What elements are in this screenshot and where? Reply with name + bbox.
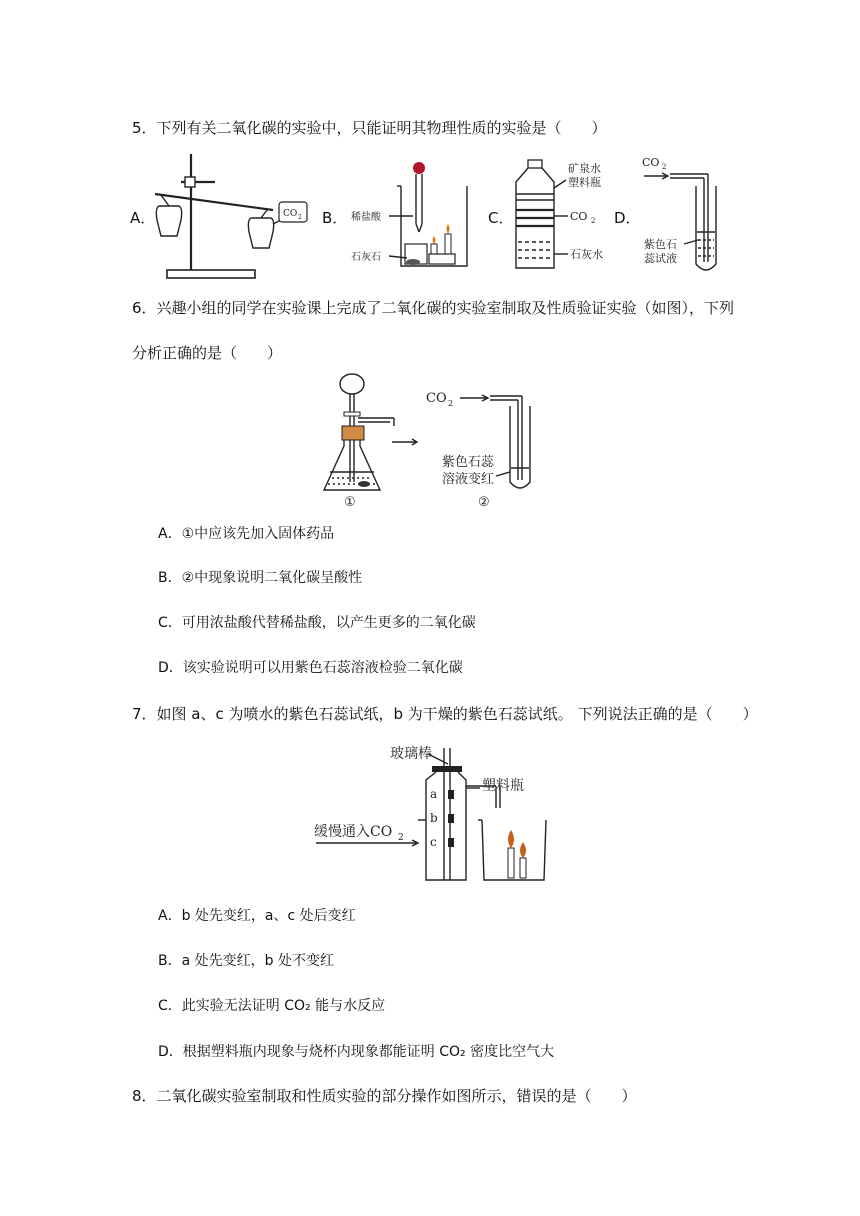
svg-text:2: 2 xyxy=(398,833,404,843)
paper-a-label: a xyxy=(430,787,438,801)
option-c-label: C． xyxy=(488,209,514,227)
question-8-stem: 8．二氧化碳实验室制取和性质实验的部分操作如图所示，错误的是（ ） xyxy=(132,1087,637,1105)
q7-option-b[interactable]: B．a 处先变红，b 处不变红 xyxy=(158,953,334,969)
paper-b-label: b xyxy=(430,811,438,825)
q7-option-d[interactable]: D．根据塑料瓶内现象与烧杯内现象都能证明 CO₂ 密度比空气大 xyxy=(158,1044,555,1060)
q7-option-a[interactable]: A．b 处先变红，a、c 处后变红 xyxy=(158,908,356,924)
co2-label: CO xyxy=(570,210,588,223)
co2-label: CO xyxy=(642,156,660,169)
plastic-bottle-label: 塑料瓶 xyxy=(568,176,601,189)
figure-6-apparatus xyxy=(320,372,540,510)
label-circle-2: ② xyxy=(478,495,490,510)
glass-rod-label: 玻璃棒 xyxy=(390,746,432,762)
q6-option-b[interactable]: B．②中现象说明二氧化碳呈酸性 xyxy=(158,570,363,586)
litmus-label-2: 溶液变红 xyxy=(442,472,495,487)
svg-text:2: 2 xyxy=(448,399,454,408)
q7-option-c[interactable]: C．此实验无法证明 CO₂ 能与水反应 xyxy=(158,998,386,1014)
litmus-label-1: 紫色石 xyxy=(644,238,677,251)
figure-5c-bottle xyxy=(510,158,620,273)
svg-text:2: 2 xyxy=(298,214,302,221)
paper-c-label: c xyxy=(430,835,437,849)
label-circle-1: ① xyxy=(344,495,356,510)
limestone-label: 石灰石 xyxy=(351,252,381,263)
co2-label: CO xyxy=(426,391,447,406)
option-b-label: B． xyxy=(322,209,348,227)
question-6-stem-line1: 6．兴趣小组的同学在实验课上完成了二氧化碳的实验室制取及性质验证实验（如图），下列 xyxy=(132,299,735,317)
mineral-water-label: 矿泉水 xyxy=(568,162,601,175)
svg-text:2: 2 xyxy=(662,163,667,171)
figure-5d-test-tube xyxy=(640,152,740,277)
svg-text:2: 2 xyxy=(591,217,596,225)
plastic-bottle-label: 塑料瓶 xyxy=(482,778,524,794)
q6-option-d[interactable]: D．该实验说明可以用紫色石蕊溶液检验二氧化碳 xyxy=(158,660,463,676)
dilute-acid-label: 稀盐酸 xyxy=(351,212,381,223)
option-d-label: D． xyxy=(614,209,641,227)
figure-5b-beaker xyxy=(345,160,475,272)
question-7-stem: 7．如图 a、c 为喷水的紫色石蕊试纸，b 为干燥的紫色石蕊试纸。 下列说法正确的是（ ） xyxy=(132,705,758,723)
litmus-label-2: 蕊试液 xyxy=(644,252,677,265)
limewater-label: 石灰水 xyxy=(570,248,603,261)
inlet-label: 缓慢通入CO xyxy=(314,824,393,840)
question-6-stem-line2: 分析正确的是（ ） xyxy=(132,344,283,362)
q6-option-c[interactable]: C．可用浓盐酸代替稀盐酸，以产生更多的二氧化碳 xyxy=(158,615,476,631)
question-5-stem: 5．下列有关二氧化碳的实验中，只能证明其物理性质的实验是（ ） xyxy=(132,119,607,137)
litmus-label-1: 紫色石蕊 xyxy=(442,455,495,470)
figure-5a-balance xyxy=(155,150,305,285)
q6-option-a[interactable]: A．①中应该先加入固体药品 xyxy=(158,526,335,542)
figure-7-apparatus xyxy=(312,740,552,886)
option-a-label: A． xyxy=(130,209,156,227)
co2-label: CO xyxy=(283,209,298,219)
